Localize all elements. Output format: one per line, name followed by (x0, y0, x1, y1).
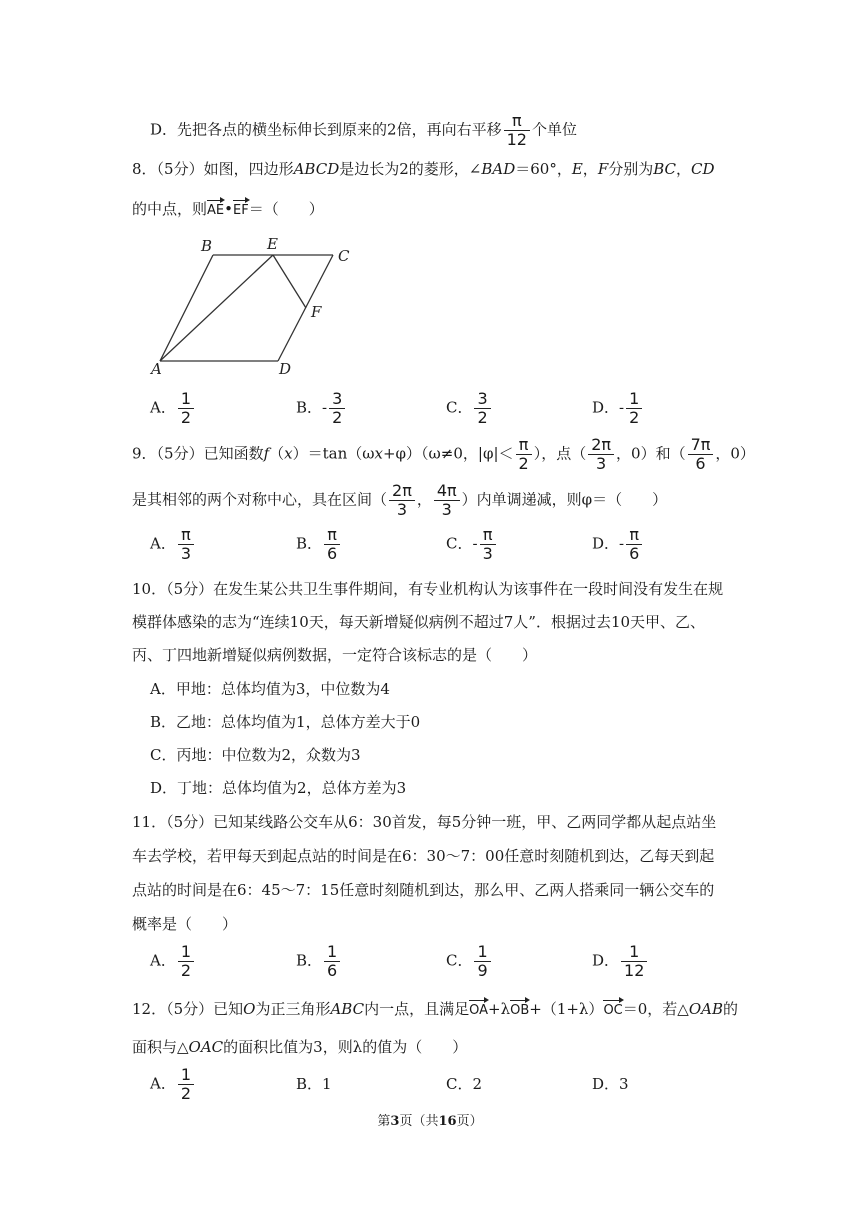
vector-oc: OC (603, 1003, 623, 1018)
q9-stem-line2: 是其相邻的两个对称中心，具在区间（ $\frac{2\pi}{3}$ ， $\frac{4\pi}{3}$ ）内单调递减，则φ＝（ ） (132, 481, 668, 519)
q12-option-b[interactable]: B．1 (296, 1075, 332, 1093)
page-total: 16 (438, 1114, 457, 1129)
q12-stem-line1: 12．（5分）已知O为正三角形ABC内一点，且满足OA+λOB+（1+λ）OC＝0，若△OAB的 (132, 1000, 739, 1018)
q7-option-d: D．先把各点的横坐标伸长到原来的2倍，再向右平移 $\frac{\pi}{12}$ 个单位 (150, 111, 577, 149)
label-e: E (267, 235, 278, 253)
q9-option-d[interactable]: D．- $\frac{\pi}{6}$ (592, 526, 644, 563)
q11-option-b[interactable]: B． $\frac{1}{6}$ (296, 943, 342, 980)
q8-option-c[interactable]: C． $\frac{3}{2}$ (446, 390, 493, 427)
q8-option-d[interactable]: D．- $\frac{1}{2}$ (592, 390, 644, 427)
segment-ef (273, 255, 306, 308)
q9-option-b[interactable]: B． $\frac{\pi}{6}$ (296, 526, 342, 563)
q11-option-a[interactable]: A． $\frac{1}{2}$ (150, 943, 196, 980)
q12-option-d[interactable]: D．3 (592, 1075, 629, 1093)
q10-stem-line3: 丙、丁四地新增疑似病例数据，一定符合该标志的是（ ） (132, 646, 538, 664)
q11-option-d[interactable]: D． $\frac{1}{12}$ (592, 943, 649, 980)
q8-option-b[interactable]: B．- $\frac{3}{2}$ (296, 390, 347, 427)
q10-option-b[interactable]: B．乙地：总体均值为1，总体方差大于0 (150, 713, 421, 731)
label-d: D (279, 360, 292, 378)
q10-stem-line1: 10．（5分）在发生某公共卫生事件期间，有专业机构认为该事件在一段时间没有发生在规 (132, 580, 724, 598)
q12-option-c[interactable]: C．2 (446, 1075, 483, 1093)
vector-ob: OB (510, 1003, 530, 1018)
q11-stem-line2: 车去学校，若甲每天到起点站的时间是在6：30～7：00任意时刻随机到达，乙每天到起 (132, 847, 715, 865)
label-f: F (311, 303, 322, 321)
page-footer: 第3页（共16页） (377, 1114, 483, 1129)
q10-stem-line2: 模群体感染的志为“连续10天，每天新增疑似病例不超过7人”．根据过去10天甲、乙、 (132, 613, 706, 631)
q11-stem-line4: 概率是（ ） (132, 915, 238, 933)
vector-oa: OA (469, 1003, 489, 1018)
q10-option-c[interactable]: C．丙地：中位数为2，众数为3 (150, 746, 361, 764)
label-c: C (338, 247, 350, 265)
q8-option-a[interactable]: A． $\frac{1}{2}$ (150, 390, 196, 427)
q10-option-d[interactable]: D．丁地：总体均值为2，总体方差为3 (150, 779, 407, 797)
q9-option-a[interactable]: A． $\frac{\pi}{3}$ (150, 526, 196, 563)
q12-option-a[interactable]: A． $\frac{1}{2}$ (150, 1066, 196, 1103)
page-number: 3 (390, 1114, 400, 1129)
vector-ae: AE (207, 203, 225, 218)
label-b: B (201, 237, 213, 255)
q8-stem-line1: 8．（5分）如图，四边形ABCD是边长为2的菱形，∠BAD＝60°，E，F分别为BC，CD (132, 160, 715, 178)
edge-ab (160, 255, 213, 361)
q12-stem-line2: 面积与△OAC的面积比值为3，则λ的值为（ ） (132, 1038, 468, 1056)
rhombus-figure (145, 235, 365, 380)
q10-option-a[interactable]: A．甲地：总体均值为3，中位数为4 (150, 680, 390, 698)
segment-ae (160, 255, 273, 361)
q11-stem-line3: 点站的时间是在6：45～7：15任意时刻随机到达，那么甲、乙两人搭乘同一辆公交车的 (132, 881, 715, 899)
q11-stem-line1: 11．（5分）已知某线路公交车从6：30首发，每5分钟一班，甲、乙两同学都从起点站坐 (132, 813, 717, 831)
q8-stem-line2: 的中点，则AE•EF＝（ ） (132, 200, 324, 218)
fraction: $\frac{\pi}{12}$ (504, 112, 530, 149)
label-a: A (151, 360, 162, 378)
q9-option-c[interactable]: C．- $\frac{\pi}{3}$ (446, 526, 498, 563)
vector-ef: EF (232, 203, 249, 218)
q11-option-c[interactable]: C． $\frac{1}{9}$ (446, 943, 493, 980)
q9-stem-line1: 9．（5分）已知函数f（x）＝tan（ωx+φ）（ω≠0，|φ|＜ $\frac{\pi}{2}$ ），点（ $\frac{2\pi}{3}$ ，0）和（ $\frac{7\pi}{6}$ ，0） (132, 435, 755, 473)
